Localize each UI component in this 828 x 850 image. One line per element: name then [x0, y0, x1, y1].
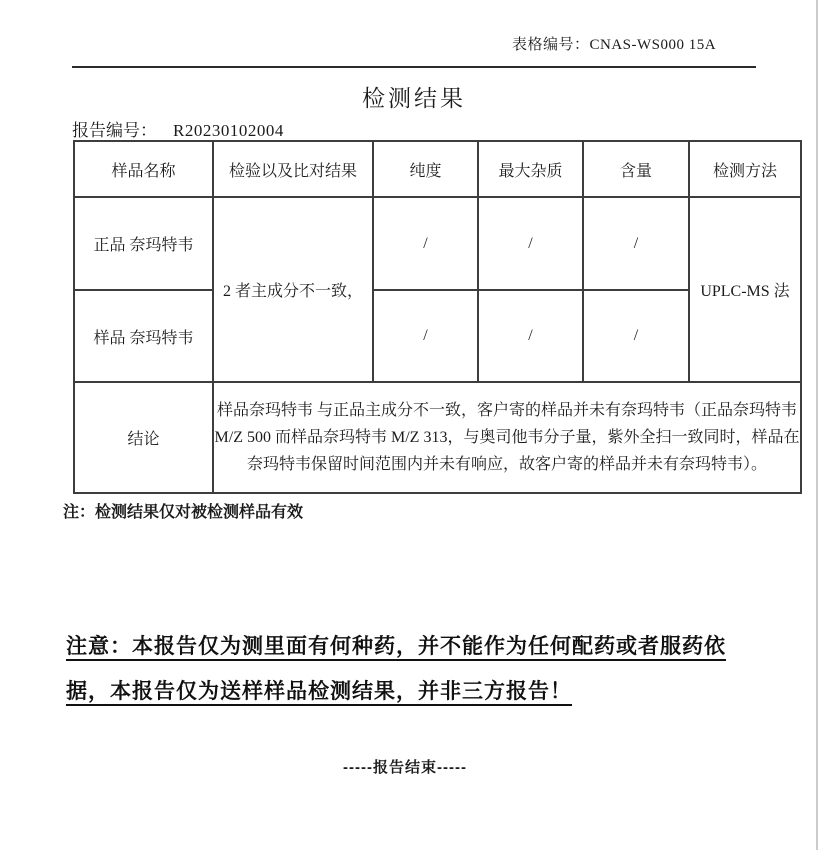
col-header-sample-name: 样品名称: [74, 141, 213, 197]
col-header-content: 含量: [583, 141, 689, 197]
table-row: [74, 197, 801, 290]
report-number-label: 报告编号：: [72, 121, 157, 140]
table-header-row: [74, 141, 801, 197]
cell-content-genuine: /: [583, 197, 689, 290]
cell-purity-sample: /: [373, 290, 478, 382]
report-end-marker: -----报告结束-----: [343, 759, 467, 776]
results-table: [73, 140, 802, 494]
results-table-wrap: [73, 140, 802, 494]
form-number-value: CNAS-WS000 15A: [589, 37, 717, 53]
cell-purity-genuine: /: [373, 197, 478, 290]
col-header-purity: 纯度: [373, 141, 478, 197]
col-header-method: 检测方法: [689, 141, 801, 197]
cell-content-sample: /: [583, 290, 689, 382]
disclaimer-warning: [66, 634, 778, 724]
validity-note: 注：检测结果仅对被检测样品有效: [63, 504, 304, 521]
form-number-label: 表格编号：: [512, 37, 590, 53]
disclaimer-line-1: 注意：本报告仅为测里面有何种药，并不能作为任何配药或者服药依: [66, 635, 726, 658]
cell-max-impurity-sample: /: [478, 290, 583, 382]
cell-method: UPLC-MS 法: [689, 197, 801, 382]
cell-comparison-result: 2 者主成分不一致，: [213, 197, 373, 382]
cell-sample-name-genuine: 正品 奈玛特韦: [74, 197, 213, 290]
cell-max-impurity-genuine: /: [478, 197, 583, 290]
form-number: [512, 33, 716, 54]
page-title: 检测结果: [362, 86, 466, 111]
conclusion-text: 样品奈玛特韦 与正品主成分不一致，客户寄的样品并未有奈玛特韦（正品奈玛特韦 M/Z 500 而样品奈玛特韦 M/Z 313，与奥司他韦分子量，紫外全扫一致同时，样品在奈玛特韦保留时间范围内并未有响应，故客户寄的样品并未有奈玛特韦）。: [213, 382, 801, 493]
conclusion-label: 结论: [74, 382, 213, 493]
cell-sample-name-sample: 样品 奈玛特韦: [74, 290, 213, 382]
header-rule: [72, 66, 756, 68]
scan-edge-artifact: [816, 0, 818, 850]
disclaimer-line-2: 据，本报告仅为送样样品检测结果，并非三方报告！: [66, 680, 572, 703]
col-header-max-impurity: 最大杂质: [478, 141, 583, 197]
report-number: [72, 116, 284, 141]
col-header-comparison: 检验以及比对结果: [213, 141, 373, 197]
report-number-value: R20230102004: [173, 121, 284, 140]
conclusion-row: [74, 382, 801, 493]
